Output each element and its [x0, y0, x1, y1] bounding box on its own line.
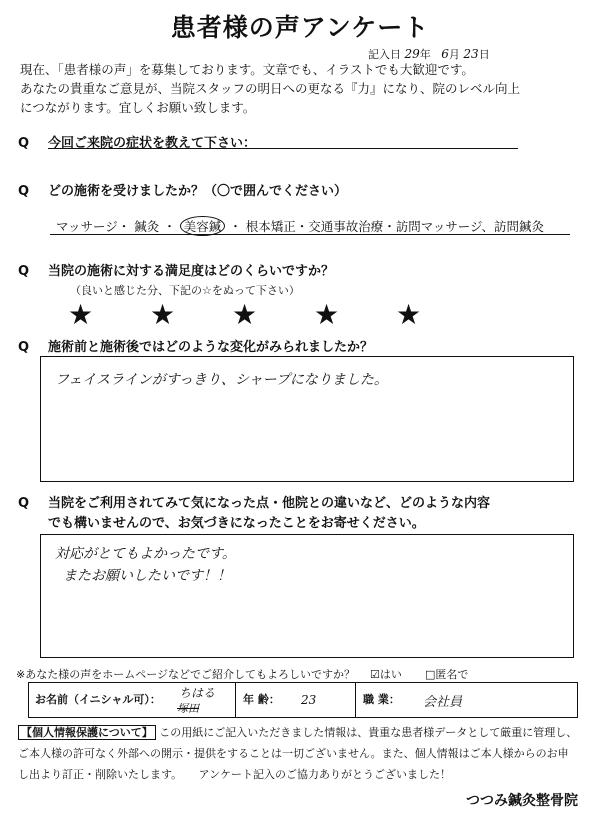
question-marker: Q — [18, 136, 30, 151]
page-title: 患者様の声アンケート — [170, 13, 430, 42]
consent-anonymous[interactable] — [425, 666, 468, 682]
question-1-text: 今回ご来院の症状を教えて下さい： — [48, 136, 257, 151]
q4-answer-text: フェイスラインがすっきり、シャープになりました。 — [55, 372, 388, 388]
question-4 — [18, 336, 373, 355]
name-value[interactable]: ちはる — [179, 686, 216, 700]
intro-line: 現在、「患者様の声」を募集しております。文章でも、イラストでも大歓迎です。 — [20, 62, 474, 77]
age-label: 年 齢： — [243, 693, 280, 706]
treatment-sep: ・ — [229, 219, 242, 234]
clinic-name: つつみ鍼灸整骨院 — [466, 793, 578, 809]
consent-yes-label: はい — [379, 668, 402, 681]
date-label: 記入日 — [368, 48, 401, 61]
q4-answer-box[interactable] — [40, 356, 574, 482]
treatment-massage[interactable]: マッサージ・ — [56, 219, 131, 234]
rating-hint: （良いと感じた分、下記の☆をぬって下さい） — [70, 284, 300, 297]
name-value-struck: 塚田 — [177, 702, 199, 715]
q5-answer-line1: 対応がとてもよかったです。 — [55, 546, 236, 562]
question-marker: Q — [18, 184, 30, 199]
consent-anonymous-label: 匿名で — [435, 668, 469, 681]
date-day-unit: 日 — [478, 48, 490, 61]
q5-answer-box[interactable] — [40, 534, 574, 658]
personal-info-table — [28, 682, 578, 718]
job-label: 職 業： — [363, 693, 400, 706]
question-marker: Q — [18, 340, 30, 355]
rating-star-2[interactable]: ★ — [150, 298, 176, 331]
table-divider — [235, 683, 236, 717]
question-5-text-line2: でも構いませんので、お気づきになったことをお寄せください。 — [48, 516, 425, 531]
treatment-others[interactable]: 根本矯正・交通事故治療・訪問マッサージ、訪問鍼灸 — [245, 219, 545, 234]
age-value[interactable]: 23 — [301, 693, 317, 707]
consent-question: ※あなた様の声をホームページなどでご紹介してもよろしいですか？ — [16, 668, 355, 681]
question-4-text: 施術前と施術後ではどのような変化がみられましたか？ — [48, 340, 374, 355]
intro-line: につながります。宜しくお願い致します。 — [20, 100, 256, 115]
question-3-text: 当院の施術に対する満足度はどのくらいですか？ — [48, 264, 335, 279]
question-2-text: どの施術を受けましたか？（〇で囲んでください） — [48, 184, 348, 199]
treatment-options — [56, 216, 544, 236]
q1-answer-line — [48, 148, 518, 149]
date-month: 6 — [441, 47, 449, 61]
rating-star-3[interactable]: ★ — [232, 298, 258, 331]
privacy-line3: し出より訂正・削除いたします。 アンケート記入のご協力ありがとうございました！ — [18, 768, 451, 781]
question-marker: Q — [18, 496, 30, 511]
checkbox-empty-icon[interactable]: □ — [425, 668, 436, 681]
rating-star-1[interactable]: ★ — [68, 298, 94, 331]
date-year-unit: 年 — [419, 48, 431, 61]
date-month-unit: 月 — [448, 48, 460, 61]
name-label: お名前（イニシャル可）： — [35, 693, 161, 706]
rating-star-4[interactable]: ★ — [314, 298, 340, 331]
checkbox-checked-icon[interactable]: ☑ — [370, 668, 380, 681]
consent-yes[interactable] — [370, 666, 402, 682]
question-3 — [18, 260, 334, 279]
privacy-heading: 【個人情報保護について】 — [18, 725, 156, 740]
question-marker: Q — [18, 264, 30, 279]
q5-answer-line2: またお願いしたいです！！ — [63, 568, 231, 584]
question-2 — [18, 180, 347, 199]
date-year: 29 — [404, 47, 420, 61]
date-day: 23 — [463, 47, 479, 61]
treatment-underline — [50, 234, 570, 235]
rating-star-5[interactable]: ★ — [396, 298, 422, 331]
privacy-line2: ご本人様の許可なく外部への開示・提供をすることは一切ございません。また、個人情報はご本人様からのお申 — [18, 747, 569, 760]
job-value[interactable]: 会社員 — [423, 695, 463, 710]
intro-line: あなたの貴重なご意見が、当院スタッフの明日への更なる『力』になり、院のレベル向上 — [20, 81, 521, 96]
treatment-beauty-acupuncture-circled[interactable]: 美容鍼 — [180, 216, 226, 236]
treatment-acupuncture[interactable]: 鍼灸 — [134, 219, 160, 234]
intro-text — [20, 60, 580, 117]
treatment-sep: ・ — [163, 219, 176, 234]
question-5-text-line1: 当院をご利用されてみて気になった点・他院との違いなど、どのような内容 — [48, 496, 491, 511]
table-divider — [355, 683, 356, 717]
question-5 — [18, 494, 490, 534]
privacy-notice — [18, 722, 588, 785]
privacy-line1: この用紙にご記入いただきました情報は、貴重な患者様データとして厳重に管理し、 — [159, 726, 578, 739]
